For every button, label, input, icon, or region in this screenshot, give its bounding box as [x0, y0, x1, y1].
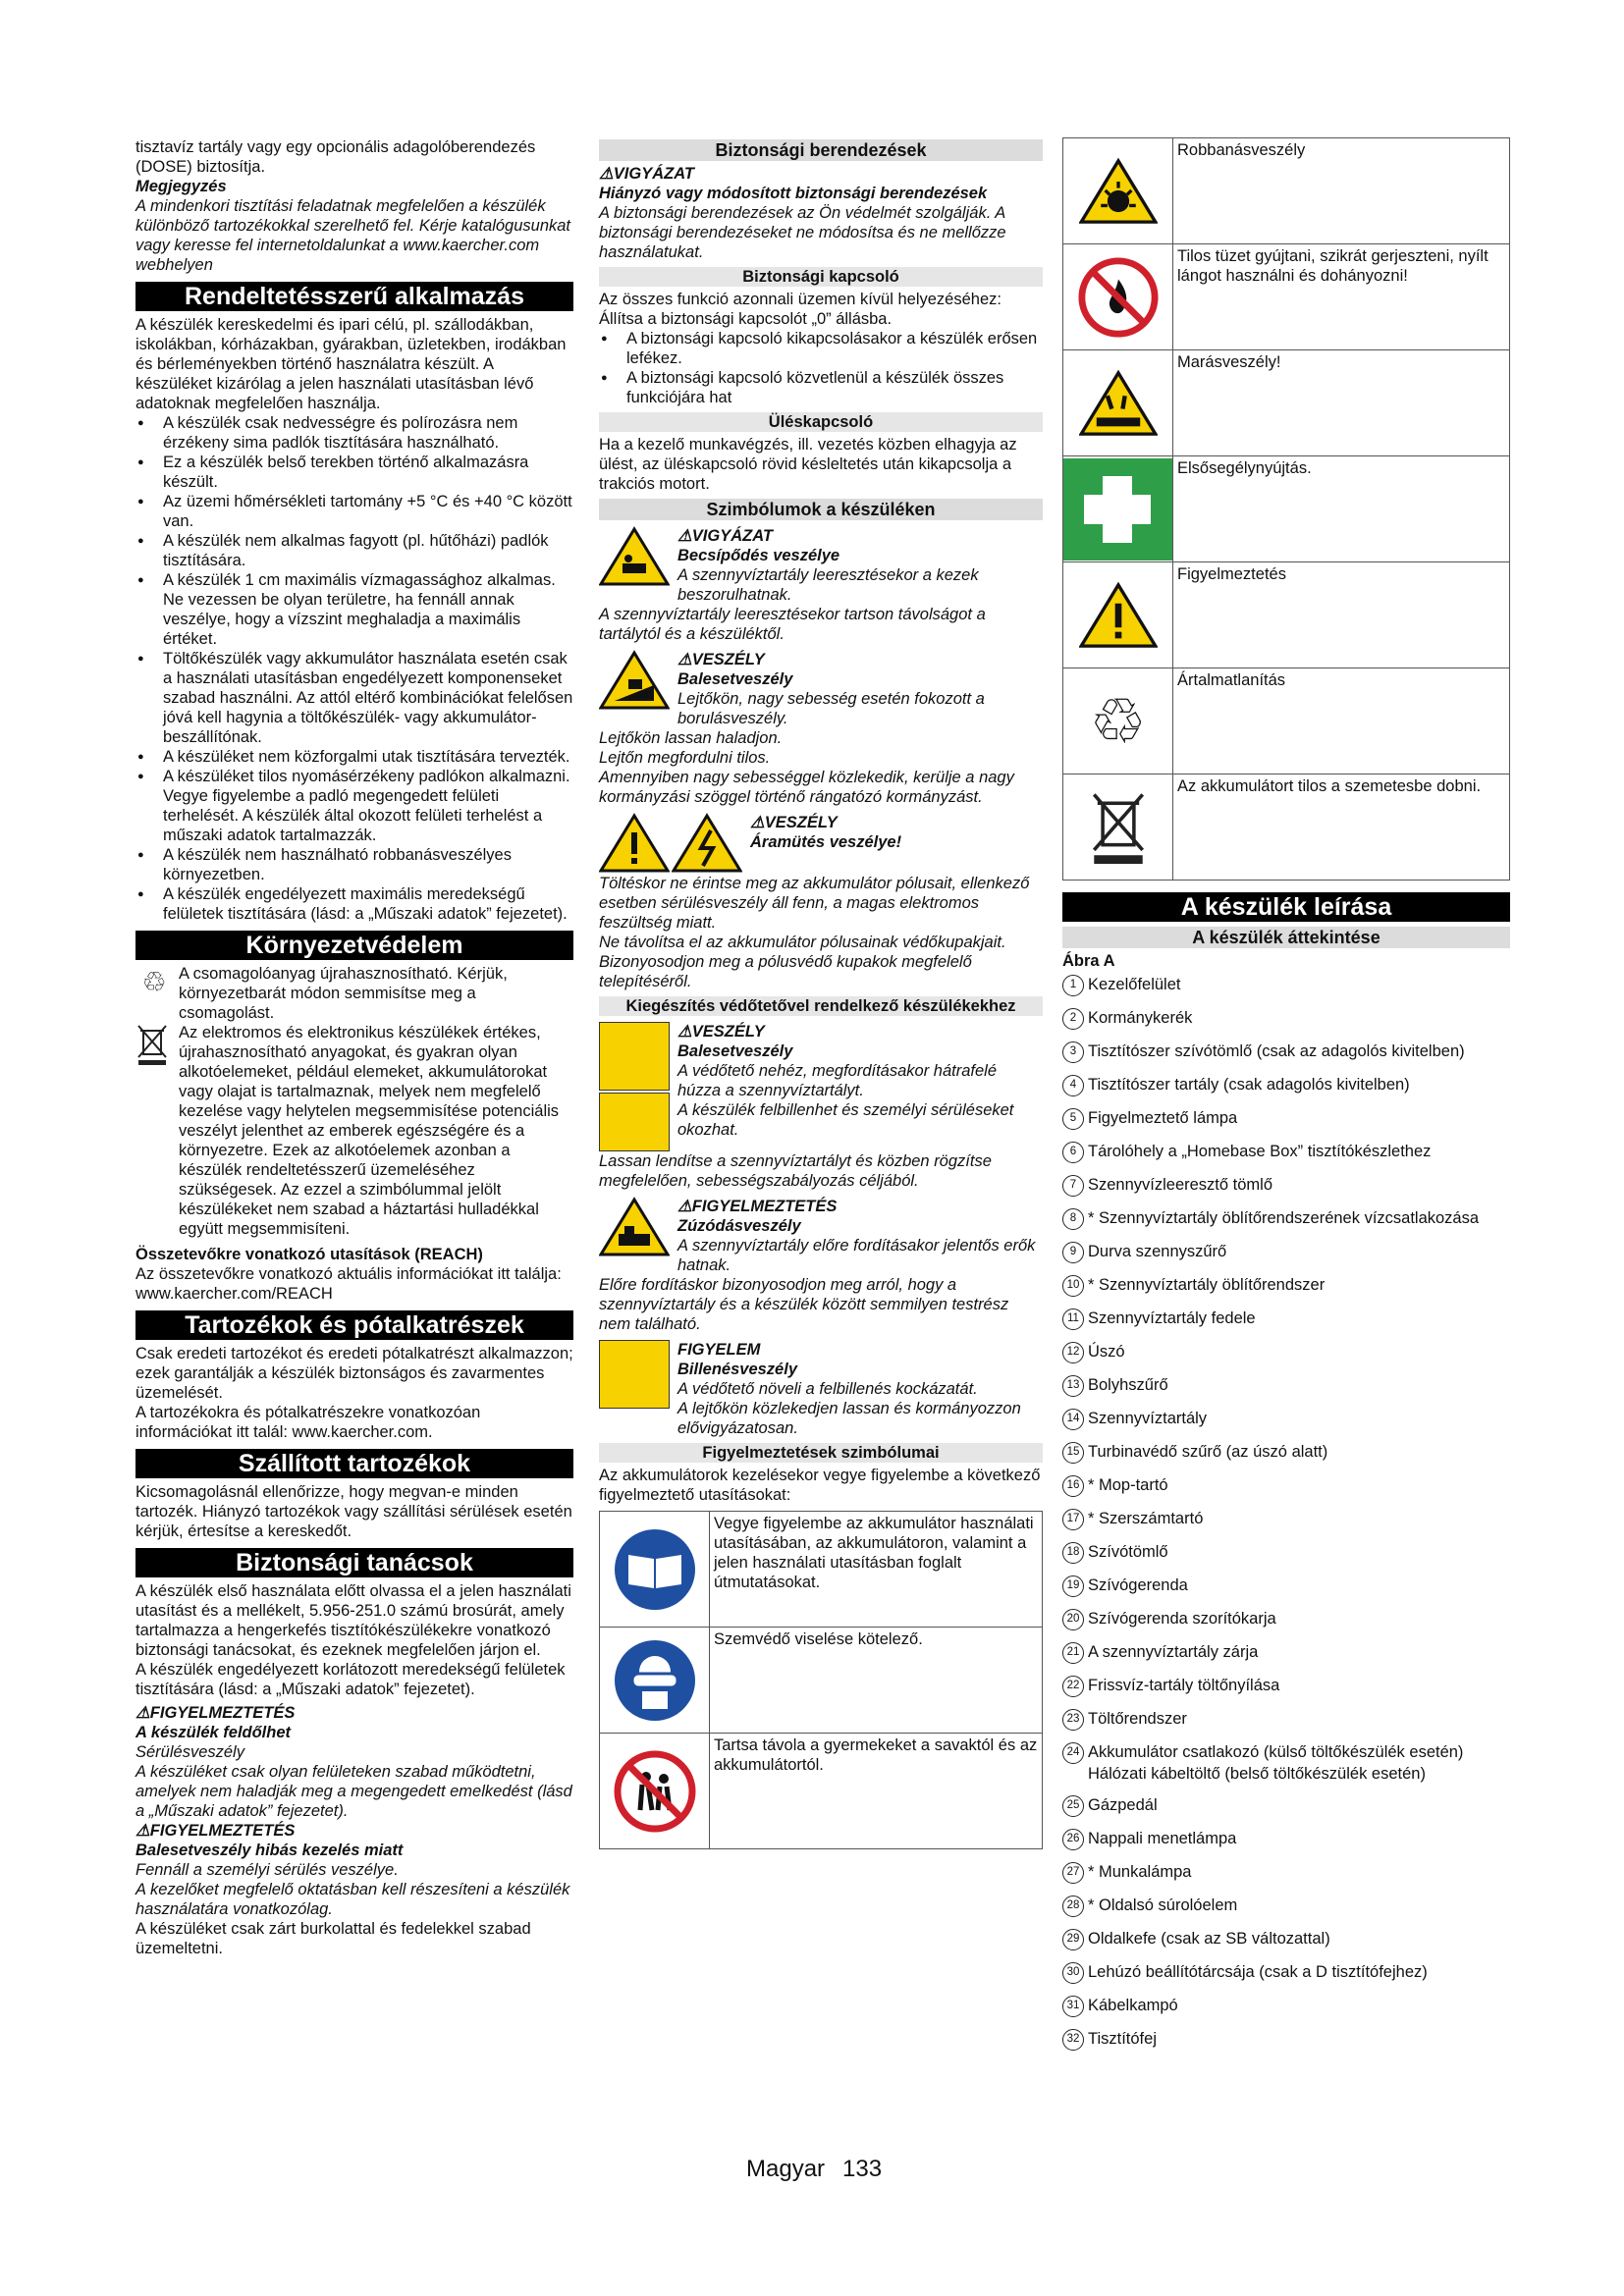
- symbol-title: Balesetveszély: [677, 670, 793, 688]
- list-item: [1062, 1829, 1510, 1850]
- item-label: * Szennyvíztartály öblítőrendszerének vízcsatlakozása: [1088, 1209, 1480, 1227]
- heading-symbols: Szimbólumok a készüléken: [599, 499, 1043, 520]
- symbol-label: ⚠VESZÉLY: [677, 1023, 765, 1041]
- item-number: 32: [1062, 2029, 1084, 2051]
- eye-protection-icon: [613, 1638, 697, 1723]
- symbol-text: Előre fordításkor bizonyosodjon meg arról, hogy a szennyvíztartály és a készülék között semmilyen testrész nem található.: [599, 1276, 1009, 1333]
- table-row: [1063, 774, 1510, 881]
- column-middle: [599, 137, 1043, 1849]
- warning-text: A készüléket csak olyan felületeken szabad működtetni, amelyek nem haladják meg a megengedett emelkedést (lásd a „Műszaki adatok” fejezetet).: [135, 1763, 572, 1820]
- list-item: [1062, 1862, 1510, 1884]
- item-label: Gázpedál: [1088, 1796, 1158, 1814]
- table-cell: Tilos tüzet gyújtani, szikrát gerjeszteni, nyílt lángot használni és dohányozni!: [1173, 244, 1510, 350]
- item-number: 25: [1062, 1795, 1084, 1817]
- heading-purpose: Rendeltetésszerű alkalmazás: [135, 282, 573, 311]
- symbol-label: FIGYELEM: [677, 1341, 761, 1359]
- list-item: [1062, 1642, 1510, 1664]
- pinch-warning-icon: [599, 526, 670, 587]
- list-item: [1062, 1742, 1510, 1764]
- symbol-title: Zúzódásveszély: [677, 1217, 801, 1235]
- item-label: * Mop-tartó: [1088, 1476, 1168, 1494]
- list-item: [1062, 1996, 1510, 2017]
- symbol-title: Áramütés veszélye!: [750, 833, 902, 851]
- table-cell: Robbanásveszély: [1173, 138, 1510, 244]
- keep-children-away-icon: [613, 1749, 697, 1834]
- list-item: [1062, 1764, 1510, 1784]
- item-number: 13: [1062, 1375, 1084, 1397]
- switch-list: [599, 329, 1043, 407]
- list-item: ● A készülék csak nedvességre és polírozásra nem érzékeny sima padlók tisztítására használható.: [135, 413, 573, 453]
- env-text-1: A csomagolóanyag újrahasznosítható. Kérjük, környezetbarát módon semmisítse meg a csomagolást.: [179, 965, 508, 1022]
- item-label: * Munkalámpa: [1088, 1863, 1192, 1881]
- figure-label: Ábra A: [1062, 952, 1115, 970]
- item-number: 10: [1062, 1275, 1084, 1297]
- list-item: [1062, 1896, 1510, 1917]
- heading-seat-switch: Üléskapcsoló: [599, 412, 1043, 432]
- note-title: Megjegyzés: [135, 178, 227, 195]
- footer-language: Magyar: [746, 2156, 826, 2182]
- switch-text: Az összes funkció azonnali üzemen kívül helyezéséhez: Állítsa a biztonsági kapcsolót „0” állásba.: [599, 291, 1001, 328]
- caution-title: Hiányzó vagy módosított biztonsági berendezések: [599, 185, 988, 202]
- item-number: 9: [1062, 1242, 1084, 1263]
- table-row: [600, 1734, 1043, 1849]
- item-label: Kezelőfelület: [1088, 976, 1181, 993]
- item-number: 2: [1062, 1008, 1084, 1030]
- table-row: [1063, 138, 1510, 244]
- item-label: Szívógerenda szorítókarja: [1088, 1610, 1276, 1628]
- list-item: ● A készüléket nem közforgalmi utak tisztítására tervezték.: [135, 747, 573, 767]
- list-item: [1062, 1342, 1510, 1363]
- item-label: Figyelmeztető lámpa: [1088, 1109, 1238, 1127]
- symbol-text: A lejtőkön közlekedjen lassan és kormányozzon elővigyázatosan.: [677, 1400, 1021, 1437]
- item-label: Frissvíz-tartály töltőnyílása: [1088, 1677, 1280, 1694]
- safety-text-2: A készülék engedélyezett korlátozott meredekségű felületek tisztítására (lásd: a „Műszaki adatok” fejezetet).: [135, 1661, 566, 1698]
- item-label: * Szerszámtartó: [1088, 1510, 1204, 1527]
- item-number: 3: [1062, 1041, 1084, 1063]
- item-label: * Oldalsó súrolóelem: [1088, 1896, 1238, 1914]
- item-label: Szennyvíztartály fedele: [1088, 1309, 1256, 1327]
- table-cell: Szemvédő viselése kötelező.: [710, 1628, 1043, 1734]
- symbol-text: A védőtető növeli a felbillenés kockázatát.: [677, 1380, 978, 1398]
- env-recycle-row: [135, 964, 573, 1023]
- item-number: 17: [1062, 1509, 1084, 1530]
- list-item: [1062, 1242, 1510, 1263]
- item-number: 22: [1062, 1676, 1084, 1697]
- list-item: ● Ez a készülék belső terekben történő alkalmazásra készült.: [135, 453, 573, 492]
- symbol-text: Lejtőkön, nagy sebesség esetén fokozott a borulásveszély.: [677, 690, 985, 727]
- item-number: 29: [1062, 1929, 1084, 1950]
- item-label: Nappali menetlámpa: [1088, 1830, 1237, 1847]
- symbol-label: ⚠FIGYELMEZTETÉS: [677, 1198, 838, 1215]
- list-item: [1062, 1409, 1510, 1430]
- table-row: [1063, 668, 1510, 774]
- list-item: [1062, 1676, 1510, 1697]
- warning-text-plain: A készüléket csak zárt burkolattal és fedelekkel szabad üzemeltetni.: [135, 1920, 531, 1957]
- symbol-label: ⚠VESZÉLY: [677, 651, 765, 668]
- symbol-label: ⚠VIGYÁZAT: [677, 527, 773, 545]
- table-cell: Az akkumulátort tilos a szemetesbe dobni.: [1173, 774, 1510, 881]
- ext-crush: [599, 1197, 1043, 1275]
- heading-description: A készülék leírása: [1062, 892, 1510, 922]
- list-item: [1062, 1575, 1510, 1597]
- first-aid-icon: [1063, 458, 1172, 561]
- heading-warning-symbols: Figyelmeztetések szimbólumai: [599, 1443, 1043, 1463]
- slope-warning-icon: [599, 650, 670, 711]
- heading-overview: A készülék áttekintése: [1062, 927, 1510, 948]
- symbol-line: Lejtőn megfordulni tilos.: [599, 749, 771, 767]
- heading-accessories: Tartozékok és pótalkatrészek: [135, 1310, 573, 1340]
- page-number: 133: [842, 2156, 883, 2182]
- item-label: Akkumulátor csatlakozó (külső töltőkészülék esetén): [1088, 1743, 1464, 1761]
- symbol-text: A szennyvíztartály leeresztésekor a kezek beszorulhatnak.: [677, 566, 979, 604]
- item-number: 28: [1062, 1896, 1084, 1917]
- delivered-text: Kicsomagolásnál ellenőrizze, hogy megvan-e minden tartozék. Hiányzó tartozékok vagy szállítási sérülések esetén kérjük, értesítse a kereskedőt.: [135, 1483, 572, 1540]
- item-number: 26: [1062, 1829, 1084, 1850]
- symbol-text: A szennyvíztartály előre fordításakor jelentős erők hatnak.: [677, 1237, 1036, 1274]
- symbol-label: ⚠VESZÉLY: [750, 814, 838, 831]
- list-item: [1062, 1509, 1510, 1530]
- no-fire-icon: [1077, 256, 1160, 339]
- symbol-text: A készülék felbillenhet és személyi sérüléseket okozhat.: [677, 1101, 1014, 1139]
- caution-label: ⚠VIGYÁZAT: [599, 165, 694, 183]
- item-label: * Szennyvíztartály öblítőrendszer: [1088, 1276, 1326, 1294]
- list-item: ● A készüléket tilos nyomásérzékeny padlókon alkalmazni. Vegye figyelembe a padló megengedett felületi terhelését. A készülék által okozott felületi terhelést a műszaki adatok tartalmazzák.: [135, 767, 573, 845]
- env-weee-row: [135, 1023, 573, 1239]
- recycle-icon: ♲: [1063, 668, 1173, 774]
- table-cell: Vegye figyelembe az akkumulátor használati utasításában, az akkumulátoron, valamint a jelen használati utasításban foglalt útmutatásokat.: [710, 1512, 1043, 1628]
- item-number: 6: [1062, 1142, 1084, 1163]
- heading-safety: Biztonsági tanácsok: [135, 1548, 573, 1577]
- heading-environment: Környezetvédelem: [135, 931, 573, 960]
- warning-symbol-table: [599, 1511, 1043, 1849]
- item-label: Kormánykerék: [1088, 1009, 1193, 1027]
- table-cell: Figyelmeztetés: [1173, 562, 1510, 668]
- note-text: A mindenkori tisztítási feladatnak megfelelően a készülék különböző tartozékokkal szerelhető fel. Kérje katalógusunkat vagy keresse fel internetoldalunkat a www.kaercher.com webhelyen: [135, 197, 571, 274]
- item-number: 19: [1062, 1575, 1084, 1597]
- item-number: 7: [1062, 1175, 1084, 1197]
- item-label: A szennyvíztartály zárja: [1088, 1643, 1259, 1661]
- item-number: 23: [1062, 1709, 1084, 1731]
- crossed-bin-icon: [135, 1023, 173, 1060]
- list-item: [1062, 1609, 1510, 1630]
- symbol-text: Töltéskor ne érintse meg az akkumulátor pólusait, ellenkező esetben sérülésveszély áll fenn, a magas elektromos feszültség miatt.: [599, 875, 1030, 932]
- component-list: [1062, 975, 1510, 2051]
- item-label: Durva szennyszűrő: [1088, 1243, 1227, 1260]
- symbol-line: Lejtőkön lassan haladjon.: [599, 729, 783, 747]
- item-label: Bolyhszűrő: [1088, 1376, 1168, 1394]
- symbol-line: Bizonyosodjon meg a pólusvédő kupakok megfelelő telepítéséről.: [599, 953, 972, 990]
- explosion-icon: [1079, 157, 1158, 226]
- table-cell: Tartsa távola a gyermekeket a savaktól és az akkumulátortól.: [710, 1734, 1043, 1849]
- list-item: [1062, 1795, 1510, 1817]
- item-number: 27: [1062, 1862, 1084, 1884]
- column-left: [135, 137, 573, 1958]
- list-item: ● Töltőkészülék vagy akkumulátor használata esetén csak a használati utasításban engedélyezett komponenseket szabad használni. Az attól eltérő kombinációkat felelősen jóvá kell hagynia a töltőkészülék- vagy akkumulátor-beszállítónak.: [135, 649, 573, 747]
- item-number: 16: [1062, 1475, 1084, 1497]
- table-row: [1063, 562, 1510, 668]
- item-number: 4: [1062, 1075, 1084, 1096]
- item-number: 15: [1062, 1442, 1084, 1464]
- symbol-title: Becsípődés veszélye: [677, 547, 840, 564]
- table-cell: Ártalmatlanítás: [1173, 668, 1510, 774]
- seat-text: Ha a kezelő munkavégzés, ill. vezetés közben elhagyja az ülést, az üléskapcsoló rövid késleltetés után kikapcsolja a trakciós motort.: [599, 436, 1017, 493]
- heading-safety-devices: Biztonsági berendezések: [599, 139, 1043, 161]
- item-number: 31: [1062, 1996, 1084, 2017]
- list-item: [1062, 1709, 1510, 1731]
- item-label: Szívógerenda: [1088, 1576, 1188, 1594]
- symbol-text: Lassan lendítse a szennyvíztartályt és közben rögzítse megfelelően, sebességszabályozás céljából.: [599, 1152, 992, 1190]
- purpose-text: A készülék kereskedelmi és ipari célú, pl. szállodákban, iskolákban, kórházakban, gyárakban, üzletekben, irodákban és bérleményekben történő használatra készült. A készüléket kizárólag a jelen használati utasításban lévő adatoknak megfelelően használja.: [135, 316, 567, 412]
- list-item: [1062, 1075, 1510, 1096]
- warning-sub: Fennáll a személyi sérülés veszélye.: [135, 1861, 399, 1879]
- table-cell: Elsősegélynyújtás.: [1173, 456, 1510, 562]
- table-row: [1063, 244, 1510, 350]
- list-item: [1062, 1041, 1510, 1063]
- corrosive-icon: [1079, 369, 1158, 438]
- table-row: [1063, 456, 1510, 562]
- heading-delivered: Szállított tartozékok: [135, 1449, 573, 1478]
- heading-extension: Kiegészítés védőtetővel rendelkező készülékekhez: [599, 996, 1043, 1016]
- caution-text: A biztonsági berendezések az Ön védelmét szolgálják. A biztonsági berendezéseket ne módosítsa és ne mellőzze használatukat.: [599, 204, 1006, 261]
- list-item: [1062, 1475, 1510, 1497]
- list-item: [1062, 1208, 1510, 1230]
- recycle-icon: ♲: [141, 967, 167, 997]
- purpose-list: [135, 413, 573, 924]
- item-label: Úszó: [1088, 1343, 1125, 1361]
- safety-text-1: A készülék első használata előtt olvassa el a jelen használati utasítást és a mellékelt, 5.956-251.0 számú brosúrát, amely tartalmazza a hengerkefés tisztítókészülékekre vonatkozó biztonsági tanácsokat, és ezeknek megfelelően járjon el.: [135, 1582, 571, 1659]
- item-number: 8: [1062, 1208, 1084, 1230]
- acc-text-1: Csak eredeti tartozékot és eredeti pótalkatrészt alkalmazzon; ezek garantálják a készülék biztonságos és zavarmentes üzemelését.: [135, 1345, 573, 1402]
- list-item: [1062, 1275, 1510, 1297]
- symbol-line: Amennyiben nagy sebességgel közlekedik, kerülje a nagy kormányzási szöggel történő rángatózó kormányzást.: [599, 769, 1014, 806]
- item-label: Szennyvíztartály: [1088, 1410, 1208, 1427]
- item-label: Turbinavédő szűrő (az úszó alatt): [1088, 1443, 1328, 1461]
- item-number: 5: [1062, 1108, 1084, 1130]
- symbol-table: [1062, 137, 1510, 881]
- heading-safety-switch: Biztonsági kapcsoló: [599, 267, 1043, 287]
- warning-label: ⚠FIGYELMEZTETÉS: [135, 1822, 296, 1840]
- ext-danger: [599, 1022, 1043, 1151]
- list-item: [1062, 1108, 1510, 1130]
- list-item: [1062, 1142, 1510, 1163]
- list-item: ● A készülék engedélyezett maximális meredekségű felületek tisztítására (lásd: a „Műszaki adatok” fejezetet).: [135, 884, 573, 924]
- list-item: [1062, 1008, 1510, 1030]
- item-label: Hálózati kábeltöltő (belső töltőkészülék esetén): [1088, 1765, 1426, 1783]
- list-item: [1062, 1308, 1510, 1330]
- tipping-device-icon: [599, 1093, 670, 1151]
- symbol-text-2: A szennyvíztartály leeresztésekor tartson távolságot a tartálytól és a készüléktől.: [599, 606, 986, 643]
- list-item: [1062, 2029, 1510, 2051]
- warning-title: Balesetveszély hibás kezelés miatt: [135, 1842, 404, 1859]
- tip-over-icon: [599, 1340, 670, 1409]
- item-label: Szívótömlő: [1088, 1543, 1168, 1561]
- item-number: 1: [1062, 975, 1084, 996]
- list-item: ● A biztonsági kapcsoló közvetlenül a készülék összes funkciójára hat: [599, 368, 1043, 407]
- item-number: 12: [1062, 1342, 1084, 1363]
- column-right: [1062, 137, 1510, 2062]
- warning-label: ⚠FIGYELMEZTETÉS: [135, 1704, 296, 1722]
- crush-warning-icon: [599, 1197, 670, 1257]
- symbol-text: A védőtető nehéz, megfordításakor hátrafelé húzza a szennyvíztartályt.: [677, 1062, 998, 1099]
- item-number: 24: [1062, 1742, 1084, 1764]
- list-item: ● A készülék nem alkalmas fagyott (pl. hűtőházi) padlók tisztítására.: [135, 531, 573, 570]
- warning-sub: Sérülésveszély: [135, 1743, 244, 1761]
- item-number: 18: [1062, 1542, 1084, 1564]
- acc-text-2: A tartozékokra és pótalkatrészekre vonatkozóan információkat itt talál: www.kaercher.com.: [135, 1404, 481, 1441]
- symbol-slope: [599, 650, 1043, 728]
- item-label: Tárolóhely a „Homebase Box” tisztítókészlethez: [1088, 1143, 1432, 1160]
- item-label: Tisztítószer tartály (csak adagolós kivitelben): [1088, 1076, 1410, 1094]
- read-manual-icon: [613, 1527, 697, 1612]
- list-item: ● A biztonsági kapcsoló kikapcsolásakor a készülék erősen lefékez.: [599, 329, 1043, 368]
- symbol-title: Billenésveszély: [677, 1361, 797, 1378]
- item-label: Kábelkampó: [1088, 1997, 1178, 2014]
- item-number: 21: [1062, 1642, 1084, 1664]
- item-label: Tisztítószer szívótömlő (csak az adagolós kivitelben): [1088, 1042, 1465, 1060]
- table-row: [1063, 350, 1510, 456]
- electric-shock-icon: [672, 813, 742, 874]
- warning-intro: Az akkumulátorok kezelésekor vegye figyelembe a következő figyelmeztető utasításokat:: [599, 1467, 1041, 1504]
- item-label: Oldalkefe (csak az SB változattal): [1088, 1930, 1330, 1948]
- item-number: 11: [1062, 1308, 1084, 1330]
- item-label: Lehúzó beállítótárcsája (csak a D tisztítófejhez): [1088, 1963, 1428, 1981]
- reach-title: Összetevőkre vonatkozó utasítások (REACH): [135, 1246, 483, 1263]
- item-label: Szennyvízleeresztő tömlő: [1088, 1176, 1273, 1194]
- symbol-line: Ne távolítsa el az akkumulátor pólusainak védőkupakjait.: [599, 934, 1006, 951]
- table-row: [600, 1512, 1043, 1628]
- crossed-bin-icon: [1089, 788, 1148, 867]
- list-item: ● Az üzemi hőmérsékleti tartomány +5 °C és +40 °C között van.: [135, 492, 573, 531]
- list-item: [1062, 1542, 1510, 1564]
- tipping-tank-icon: [599, 1022, 670, 1091]
- table-cell: Marásveszély!: [1173, 350, 1510, 456]
- list-item: [1062, 1175, 1510, 1197]
- item-label: Tisztítófej: [1088, 2030, 1157, 2048]
- list-item: ● A készülék nem használható robbanásveszélyes környezetben.: [135, 845, 573, 884]
- symbol-electric: [599, 813, 1043, 874]
- symbol-pinch: [599, 526, 1043, 605]
- page-footer: [746, 2156, 899, 2183]
- list-item: [1062, 1929, 1510, 1950]
- ext-tip: [599, 1340, 1043, 1438]
- table-row: [600, 1628, 1043, 1734]
- item-number: 14: [1062, 1409, 1084, 1430]
- item-number: 30: [1062, 1962, 1084, 1984]
- intro-text: tisztavíz tartály vagy egy opcionális adagolóberendezés (DOSE) biztosítja.: [135, 138, 536, 176]
- item-number: 20: [1062, 1609, 1084, 1630]
- warning-icon: [599, 813, 670, 874]
- list-item: [1062, 975, 1510, 996]
- general-warning-icon: [1079, 581, 1158, 650]
- reach-text: Az összetevőkre vonatkozó aktuális információkat itt találja: www.kaercher.com/REACH: [135, 1265, 562, 1303]
- item-label: Töltőrendszer: [1088, 1710, 1187, 1728]
- list-item: ● A készülék 1 cm maximális vízmagassághoz alkalmas. Ne vezessen be olyan területre, ha fennáll annak veszélye, hogy a vízszint meghaladja a maximális értéket.: [135, 570, 573, 649]
- warning-title: A készülék feldőlhet: [135, 1724, 292, 1741]
- warning-text: A kezelőket megfelelő oktatásban kell részesíteni a készülék használatára vonatkozólag.: [135, 1881, 570, 1918]
- env-text-2: Az elektromos és elektronikus készülékek értékes, újrahasznosítható anyagokat, és gyakran olyan alkotóelemeket, például elemeket, akkumulátorokat vagy olajat is tartalmaznak, melyek nem megfelelő kezelése vagy helytelen megsemmisítése potenciális veszélyt jelenthet az emberek egészségére és a környezetre. Ezek az alkotóelemek azonban a készülék rendeltetésszerű üzemeléséhez szükségesek. Az ezzel a szimbólummal jelölt készülékeket nem szabad a háztartási hulladékkal együtt megsemmisíteni.: [179, 1024, 560, 1238]
- list-item: [1062, 1375, 1510, 1397]
- list-item: [1062, 1442, 1510, 1464]
- list-item: [1062, 1962, 1510, 1984]
- symbol-title: Balesetveszély: [677, 1042, 793, 1060]
